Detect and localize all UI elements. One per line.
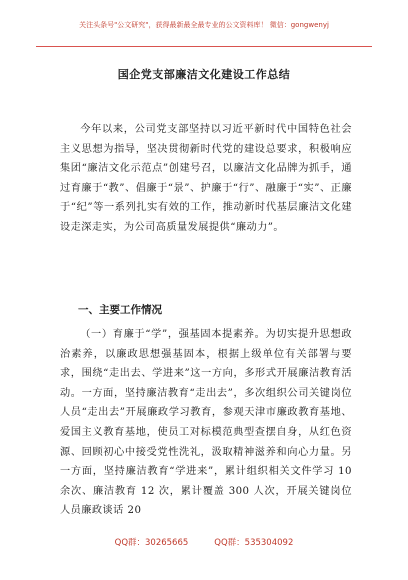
section-heading: 一、主要工作情况 [78, 304, 162, 316]
qq-group-1: QQ群：30265665 [114, 538, 189, 548]
section-paragraph [60, 325, 352, 521]
intro-paragraph [60, 120, 352, 238]
intro-paragraph-text: 今年以来，公司党支部坚持以习近平新时代中国特色社会主义思想为指导，坚决贯彻新时代党的建设总要求，积极响应集团“廉洁文化示范点”创建号召，以廉洁文化品牌为抓手，通过育廉于“教”、倡廉于“景”、护廉于“行”、融廉于“实”、正廉于“纪”等一系列扎实有效的工作，推动新时代基层廉洁文化建设走深走实，为公司高质量发展提供“廉动力”。 [60, 124, 352, 233]
header-divider [36, 46, 372, 47]
qq-group-2: QQ群：535304092 [214, 538, 294, 548]
footer-contact [0, 536, 408, 548]
section-paragraph-text: （一）育廉于“学”，强基固本提素养。为切实提升思想政治素养，以廉政思想强基固本，根据上级单位有关部署与要求，围绕“走出去、学进来”这一方向，多形式开展廉洁教育活动。一方面，坚持廉洁教育“走出去”，多次组织公司关键岗位人员“走出去”开展廉政学习教育，参观天津市廉政教育基地、爱国主义教育基地，使员工对标模范典型查摆自身，从红色资源、回顾初心中接受党性洗礼，汲取精神滋养和向心力量。另一方面，坚持廉洁教育“学进来”，累计组织相关文件学习 10 余次、廉洁教育 12 次，累计覆盖 300 人次，开展关键岗位人员廉政谈话 20 [60, 329, 352, 517]
header-banner: 关注头条号"公文研究"，获得最新最全最专业的公文资料库！ 微信：gongwenyj [79, 21, 329, 29]
document-title: 国企党支部廉洁文化建设工作总结 [117, 68, 291, 81]
